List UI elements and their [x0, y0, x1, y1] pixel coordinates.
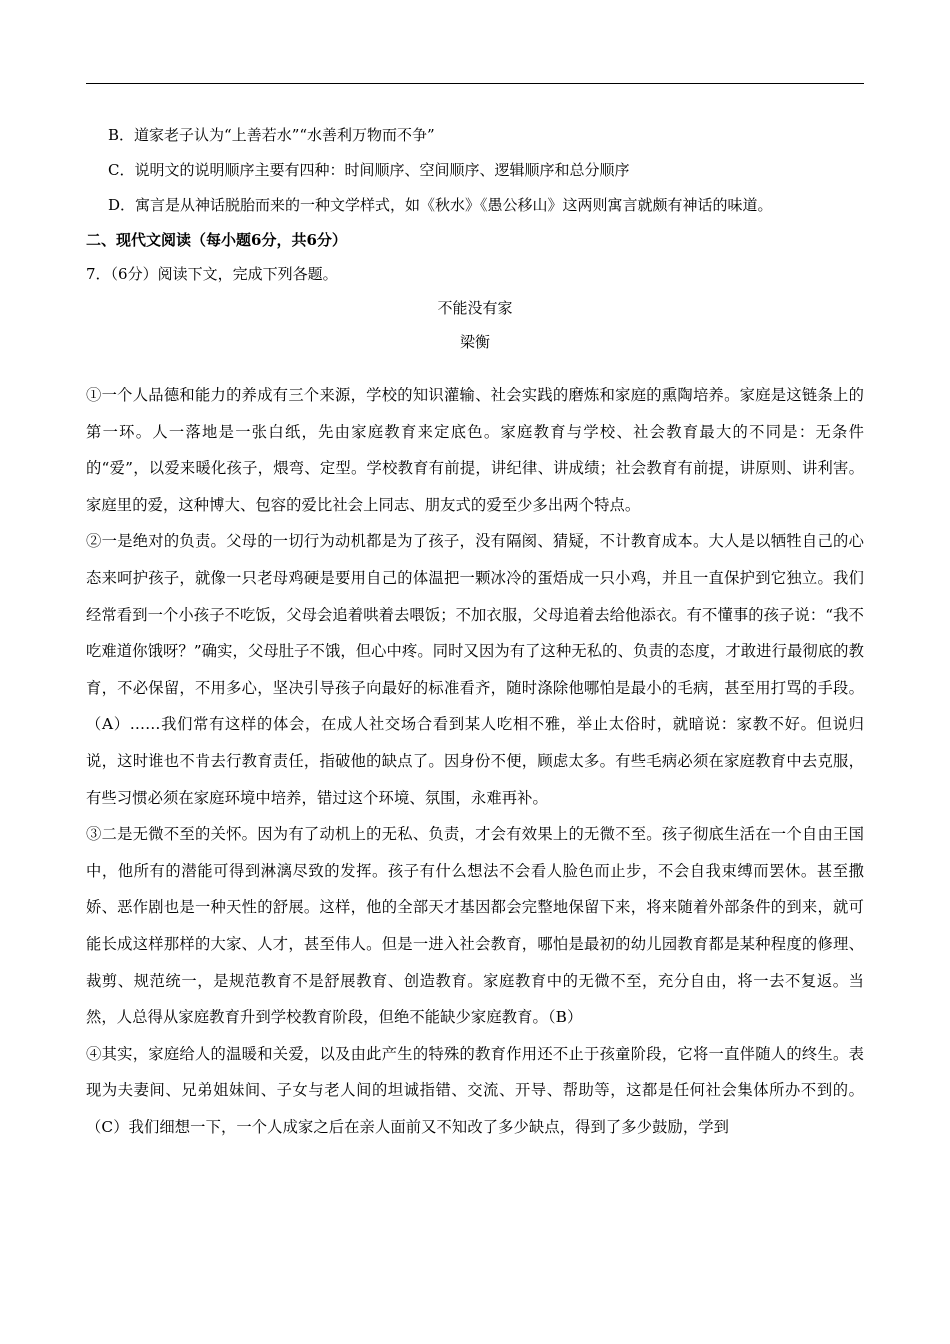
question-7: 7．（6分）阅读下文，完成下列各题。	[86, 265, 338, 283]
paragraph-4: ④其实，家庭给人的温暖和关爱，以及由此产生的特殊的教育作用还不止于孩童阶段，它将一直伴随人的终生。表现为夫妻间、兄弟姐妹间、子女与老人间的坦诚指错、交流、开导、帮助等，这都是任何社会集体所办不到的。（C）我们细想一下，一个人成家之后在亲人面前又不知改了多少缺点，得到了多少鼓励，学到	[86, 1044, 864, 1136]
section-heading: 二、现代文阅读（每小题6分，共6分）	[86, 231, 347, 249]
option-c: C．说明文的说明顺序主要有四种：时间顺序、空间顺序、逻辑顺序和总分顺序	[108, 161, 630, 179]
page-content	[86, 118, 864, 1145]
paragraph-1: ①一个人品德和能力的养成有三个来源，学校的知识灌输、社会实践的磨炼和家庭的熏陶培养。家庭是这链条上的第一环。人一落地是一张白纸，先由家庭教育来定底色。家庭教育与学校、社会教育最大的不同是：无条件的“爱”，以爱来暖化孩子，煨弯、定型。学校教育有前提，讲纪律、讲成绩；社会教育有前提，讲原则、讲利害。家庭里的爱，这种博大、包容的爱比社会上同志、朋友式的爱至少多出两个特点。	[86, 386, 864, 514]
article-title: 不能没有家	[437, 299, 513, 317]
option-d: D．寓言是从神话脱胎而来的一种文学样式，如《秋水》《愚公移山》这两则寓言就颇有神话的味道。	[108, 196, 773, 214]
article-author: 梁衡	[459, 333, 490, 351]
paragraph-3: ③二是无微不至的关怀。因为有了动机上的无私、负责，才会有效果上的无微不至。孩子彻底生活在一个自由王国中，他所有的潜能可得到淋漓尽致的发挥。孩子有什么想法不会看人脸色而止步，不会自我束缚而罢休。甚至撒娇、恶作剧也是一种天性的舒展。这样，他的全部天才基因都会完整地保留下来，将来随着外部条件的到来，就可能长成这样那样的大家、人才，甚至伟人。但是一进入社会教育，哪怕是最初的幼儿园教育都是某种程度的修理、裁剪、规范统一，是规范教育不是舒展教育、创造教育。家庭教育中的无微不至，充分自由，将一去不复返。当然，人总得从家庭教育升到学校教育阶段，但绝不能缺少家庭教育。（B）	[86, 825, 864, 1027]
option-b: B．道家老子认为“上善若水”“水善利万物而不争”	[108, 126, 435, 144]
paragraph-2: ②一是绝对的负责。父母的一切行为动机都是为了孩子，没有隔阂、猜疑，不计教育成本。大人是以牺牲自己的心态来呵护孩子，就像一只老母鸡硬是要用自己的体温把一颗冰冷的蛋焐成一只小鸡，并且一直保护到它独立。我们经常看到一个小孩子不吃饭，父母会追着哄着去喂饭；不加衣服，父母追着去给他添衣。有不懂事的孩子说：“我不吃难道你饿呀？”确实，父母肚子不饿，但心中疼。同时又因为有了这种无私的、负责的态度，才敢进行最彻底的教育，不必保留，不用多心，坚决引导孩子向最好的标准看齐，随时涤除他哪怕是最小的毛病，甚至用打骂的手段。（A）……我们常有这样的体会，在成人社交场合看到某人吃相不雅，举止太俗时，就暗说：家教不好。但说归说，这时谁也不肯去行教育责任，指破他的缺点了。因身份不便，顾虑太多。有些毛病必须在家庭教育中去克服，有些习惯必须在家庭环境中培养，错过这个环境、氛围，永难再补。	[86, 532, 864, 807]
header-rule	[86, 83, 864, 84]
